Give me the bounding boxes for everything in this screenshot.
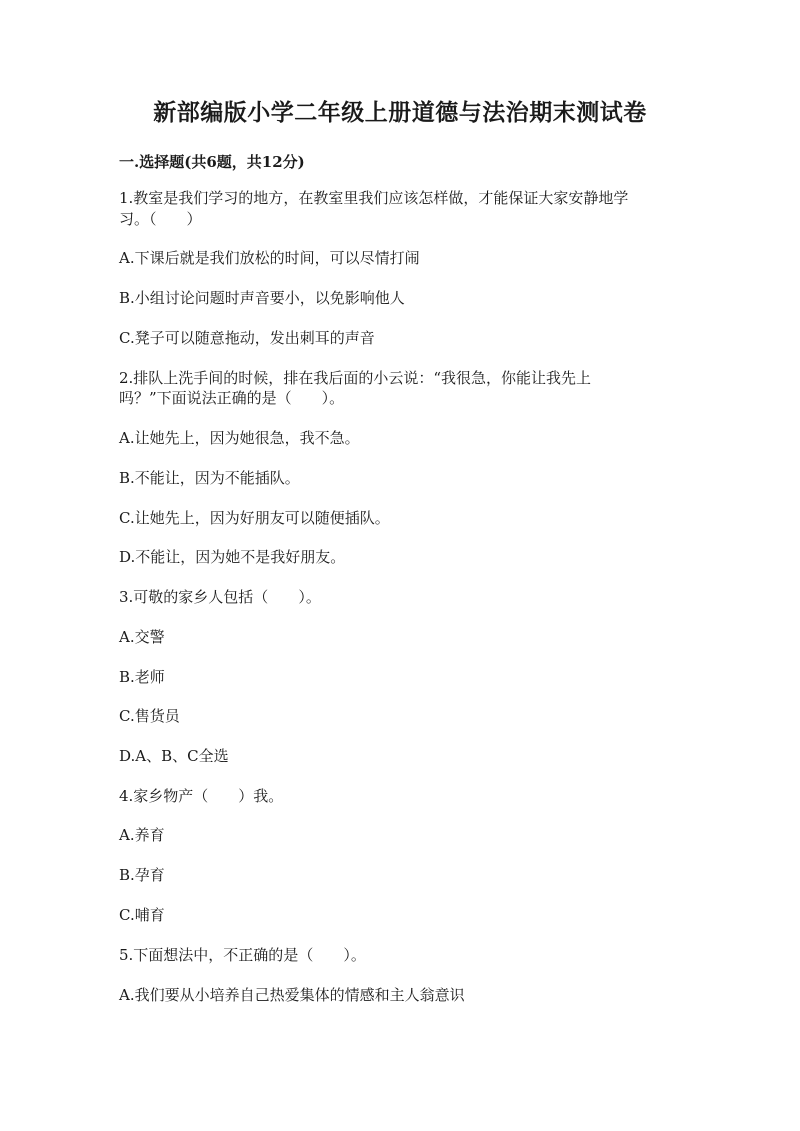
question-1-stem-line-1: 1.教室是我们学习的地方，在教室里我们应该怎样做，才能保证大家安静地学 <box>119 189 629 207</box>
question-3-option-d: D.A、B、C全选 <box>119 747 229 765</box>
question-3-option-a: A.交警 <box>119 628 165 646</box>
question-4-option-b: B.孕育 <box>119 866 165 884</box>
question-4-option-c: C.哺育 <box>119 906 165 924</box>
question-3-option-c: C.售货员 <box>119 707 180 725</box>
question-2-option-a: A.让她先上，因为她很急，我不急。 <box>119 429 360 447</box>
question-2-stem-line-2: 吗？”下面说法正确的是（ ）。 <box>119 389 345 407</box>
question-2-option-b: B.不能让，因为不能插队。 <box>119 469 300 487</box>
question-4-stem: 4.家乡物产（ ）我。 <box>119 787 284 805</box>
question-3-option-b: B.老师 <box>119 668 165 686</box>
question-3-stem: 3.可敬的家乡人包括（ ）。 <box>119 588 321 606</box>
question-1-option-b: B.小组讨论问题时声音要小，以免影响他人 <box>119 289 405 307</box>
question-2-option-d: D.不能让，因为她不是我好朋友。 <box>119 548 346 566</box>
question-1-option-c: C.凳子可以随意拖动，发出刺耳的声音 <box>119 329 375 347</box>
question-2-stem-line-1: 2.排队上洗手间的时候，排在我后面的小云说：“我很急，你能让我先上 <box>119 369 591 387</box>
question-5-option-a: A.我们要从小培养自己热爱集体的情感和主人翁意识 <box>119 986 465 1004</box>
page-title: 新部编版小学二年级上册道德与法治期末测试卷 <box>153 99 647 126</box>
section-heading: 一.选择题(共6题，共12分) <box>119 153 305 171</box>
question-1-stem-line-2: 习。（ ） <box>119 210 202 228</box>
question-2-option-c: C.让她先上，因为好朋友可以随便插队。 <box>119 509 390 527</box>
question-5-stem: 5.下面想法中，不正确的是（ ）。 <box>119 946 366 964</box>
question-1-option-a: A.下课后就是我们放松的时间，可以尽情打闹 <box>119 249 420 267</box>
question-4-option-a: A.养育 <box>119 826 165 844</box>
